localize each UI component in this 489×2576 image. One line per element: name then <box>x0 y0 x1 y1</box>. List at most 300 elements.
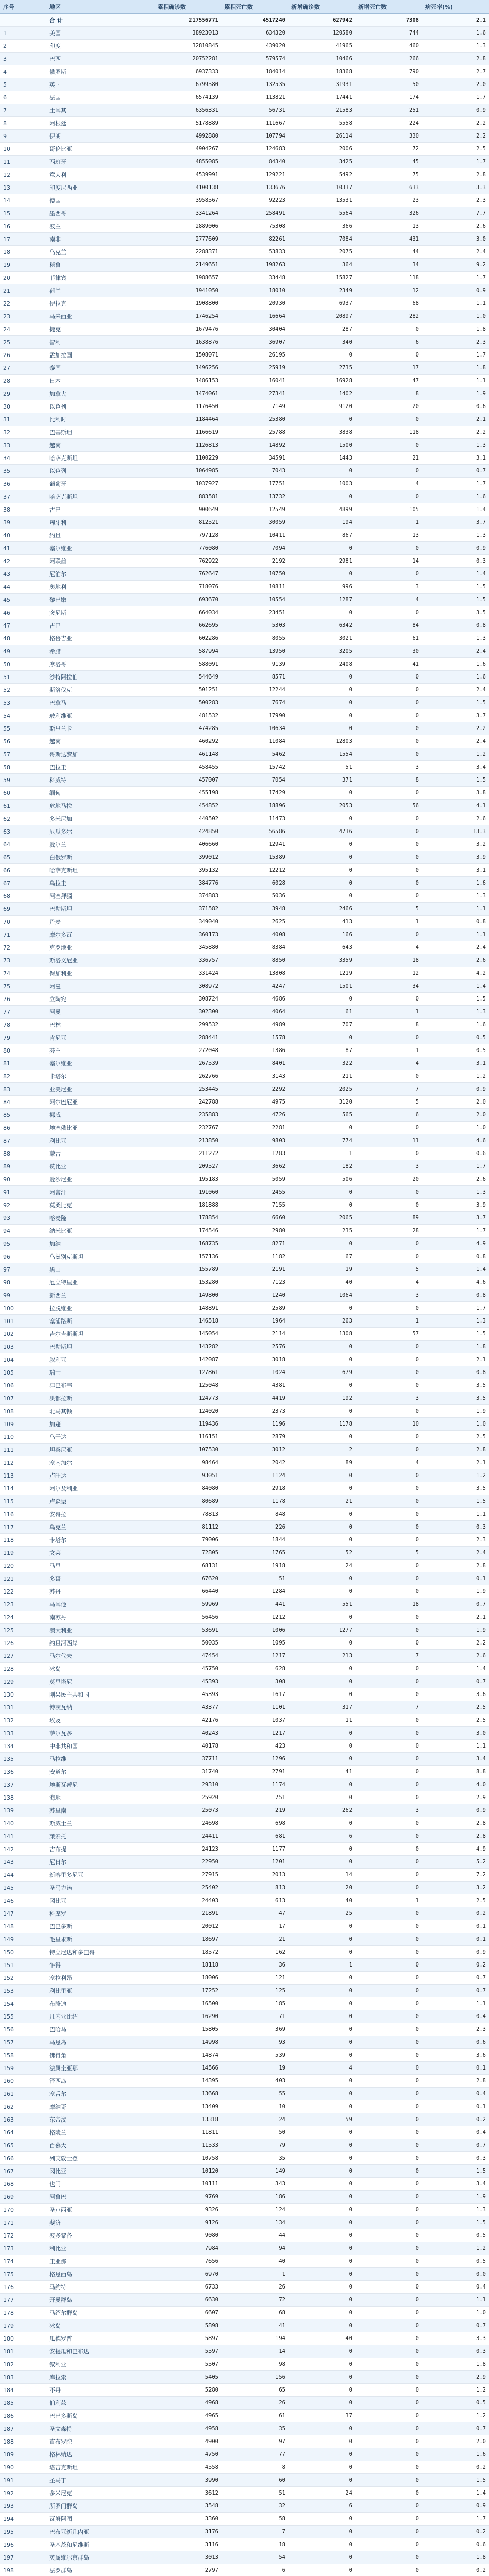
cell-new-confirmed: 1 <box>288 1959 355 1972</box>
cell-new-deaths: 89 <box>355 1212 422 1225</box>
cell-cumulative-deaths: 2281 <box>221 1122 288 1134</box>
cell-new-confirmed: 413 <box>288 916 355 928</box>
cell-fatality-rate: 1.1 <box>422 297 489 310</box>
cell-index: 14 <box>0 194 46 207</box>
cell-new-confirmed: 0 <box>288 2422 355 2435</box>
cell-region: 巴哈马 <box>46 2023 154 2036</box>
cell-region: 百慕大 <box>46 2139 154 2152</box>
cell-cumulative-confirmed: 371582 <box>154 903 221 916</box>
cell-new-confirmed: 0 <box>288 2023 355 2036</box>
header-new-deaths: 新增死亡数 <box>355 0 422 14</box>
cell-cumulative-confirmed: 481532 <box>154 709 221 722</box>
cell-new-deaths: 4 <box>355 1456 422 1469</box>
cell-cumulative-deaths: 1178 <box>221 1495 288 1508</box>
cell-region: 直布罗陀 <box>46 2435 154 2448</box>
cell-cumulative-confirmed: 458455 <box>154 761 221 774</box>
cell-new-deaths: 0 <box>355 812 422 825</box>
cell-new-deaths: 0 <box>355 1933 422 1946</box>
cell-index: 104 <box>0 1353 46 1366</box>
cell-fatality-rate: 2.6 <box>422 812 489 825</box>
cell-fatality-rate: 1.4 <box>422 980 489 993</box>
cell-index: 191 <box>0 2474 46 2487</box>
cell-new-confirmed: 5558 <box>288 117 355 130</box>
cell-cumulative-deaths: 3018 <box>221 1353 288 1366</box>
cell-index: 123 <box>0 1598 46 1611</box>
table-row <box>0 2538 489 2551</box>
cell-new-deaths: 0 <box>355 1431 422 1444</box>
cell-cumulative-confirmed: 812521 <box>154 516 221 529</box>
cell-cumulative-confirmed: 900649 <box>154 503 221 516</box>
cell-new-deaths: 0 <box>355 1341 422 1353</box>
cell-fatality-rate: 1.5 <box>422 993 489 1006</box>
table-row <box>0 259 489 272</box>
cell-cumulative-confirmed: 3116 <box>154 2538 221 2551</box>
cell-cumulative-confirmed: 107530 <box>154 1444 221 1456</box>
cell-new-deaths: 0 <box>355 2178 422 2191</box>
cell-new-confirmed: 11 <box>288 1714 355 1727</box>
cell-new-deaths: 0 <box>355 851 422 864</box>
table-row <box>0 1392 489 1405</box>
cell-new-deaths: 0 <box>355 1830 422 1843</box>
table-row <box>0 2513 489 2526</box>
cell-region: 东帝汶 <box>46 2113 154 2126</box>
cell-cumulative-deaths: 10811 <box>221 581 288 594</box>
cell-fatality-rate: 1.2 <box>422 2410 489 2422</box>
cell-new-deaths: 0 <box>355 1405 422 1418</box>
cell-new-deaths: 0 <box>355 2564 422 2576</box>
cell-cumulative-confirmed: 6970 <box>154 2268 221 2281</box>
cell-region: 巴布亚新几内亚 <box>46 2526 154 2538</box>
cell-index: 72 <box>0 941 46 954</box>
table-row <box>0 220 489 233</box>
cell-new-deaths: 0 <box>355 1985 422 1997</box>
table-row <box>0 967 489 980</box>
cell-cumulative-deaths: 58 <box>221 2513 288 2526</box>
cell-index: 173 <box>0 2242 46 2255</box>
cell-new-deaths: 266 <box>355 53 422 65</box>
table-row <box>0 2036 489 2049</box>
cell-region: 希腊 <box>46 645 154 658</box>
cell-cumulative-confirmed: 544649 <box>154 671 221 684</box>
cell-cumulative-confirmed: 21891 <box>154 1907 221 1920</box>
table-row <box>0 529 489 542</box>
cell-cumulative-confirmed: 18006 <box>154 1972 221 1985</box>
cell-region: 圣文森特 <box>46 2422 154 2435</box>
cell-cumulative-deaths: 423 <box>221 1740 288 1753</box>
cell-new-deaths: 118 <box>355 426 422 439</box>
cell-new-confirmed: 211 <box>288 1070 355 1083</box>
table-row <box>0 2461 489 2474</box>
cell-new-deaths: 0 <box>355 413 422 426</box>
cell-index: 118 <box>0 1534 46 1547</box>
cell-cumulative-deaths: 30404 <box>221 323 288 336</box>
cell-index: 5 <box>0 78 46 91</box>
cell-region: 厄立特里亚 <box>46 1276 154 1289</box>
cell-fatality-rate: 0.2 <box>422 1959 489 1972</box>
cell-cumulative-deaths: 7094 <box>221 542 288 555</box>
cell-cumulative-deaths: 16664 <box>221 310 288 323</box>
cell-cumulative-confirmed: 299532 <box>154 1019 221 1031</box>
cell-index: 54 <box>0 709 46 722</box>
cell-index: 188 <box>0 2435 46 2448</box>
cell-fatality-rate: 0.1 <box>422 1920 489 1933</box>
cell-fatality-rate: 7.2 <box>422 1869 489 1882</box>
cell-region: 莱索托 <box>46 1830 154 1843</box>
cell-cumulative-deaths: 4989 <box>221 1019 288 1031</box>
cell-new-deaths: 0 <box>355 1534 422 1547</box>
cell-index: 196 <box>0 2538 46 2551</box>
cell-region: 哥伦比亚 <box>46 143 154 156</box>
cell-new-deaths: 0 <box>355 697 422 709</box>
cell-new-deaths: 4 <box>355 594 422 606</box>
cell-fatality-rate: 0.9 <box>422 542 489 555</box>
cell-new-deaths: 0 <box>355 2139 422 2152</box>
cell-cumulative-confirmed: 272048 <box>154 1044 221 1057</box>
cell-new-deaths: 4 <box>355 1276 422 1289</box>
cell-fatality-rate: 3.7 <box>422 1212 489 1225</box>
cell-fatality-rate: 3.5 <box>422 606 489 619</box>
cell-fatality-rate: 0.2 <box>422 2113 489 2126</box>
cell-cumulative-confirmed: 18118 <box>154 1959 221 1972</box>
cell-cumulative-confirmed: 4968 <box>154 2397 221 2410</box>
cell-cumulative-deaths: 2879 <box>221 1431 288 1444</box>
cell-new-deaths: 0 <box>355 2422 422 2435</box>
cell-new-deaths: 3 <box>355 761 422 774</box>
cell-index: 46 <box>0 606 46 619</box>
cell-region: 利比亚 <box>46 1134 154 1147</box>
cell-new-confirmed: 41 <box>288 1766 355 1778</box>
cell-new-confirmed: 0 <box>288 1997 355 2010</box>
cell-cumulative-confirmed: 78813 <box>154 1508 221 1521</box>
cell-fatality-rate: 1.1 <box>422 1997 489 2010</box>
cell-cumulative-confirmed: 374883 <box>154 890 221 903</box>
cell-cumulative-confirmed: 67620 <box>154 1572 221 1585</box>
cell-cumulative-confirmed: 4750 <box>154 2448 221 2461</box>
cell-region: 印度 <box>46 40 154 53</box>
cell-fatality-rate: 0.5 <box>422 2229 489 2242</box>
cell-cumulative-confirmed: 93051 <box>154 1469 221 1482</box>
cell-new-deaths: 0 <box>355 2384 422 2397</box>
table-row <box>0 735 489 748</box>
cell-cumulative-confirmed: 178854 <box>154 1212 221 1225</box>
cell-fatality-rate: 2.5 <box>422 1714 489 1727</box>
cell-index: 33 <box>0 439 46 452</box>
cell-cumulative-deaths: 12212 <box>221 864 288 877</box>
cell-index: 81 <box>0 1057 46 1070</box>
cell-cumulative-deaths: 133676 <box>221 181 288 194</box>
cell-fatality-rate: 2.1 <box>422 413 489 426</box>
cell-new-confirmed: 1178 <box>288 1418 355 1431</box>
cell-new-deaths: 3 <box>355 581 422 594</box>
cell-index: 22 <box>0 297 46 310</box>
table-row <box>0 1006 489 1019</box>
table-row <box>0 2191 489 2204</box>
cell-new-deaths: 0 <box>355 864 422 877</box>
cell-index: 25 <box>0 336 46 349</box>
cell-new-confirmed: 0 <box>288 1688 355 1701</box>
cell-new-deaths: 0 <box>355 2100 422 2113</box>
table-row <box>0 2113 489 2126</box>
cell-cumulative-confirmed: 116151 <box>154 1431 221 1444</box>
cell-new-confirmed: 9120 <box>288 400 355 413</box>
cell-cumulative-confirmed: 3341264 <box>154 207 221 220</box>
cell-cumulative-confirmed: 602286 <box>154 632 221 645</box>
cell-cumulative-deaths: 8055 <box>221 632 288 645</box>
cell-fatality-rate: 1.7 <box>422 91 489 104</box>
cell-fatality-rate: 2.3 <box>422 2023 489 2036</box>
table-row <box>0 117 489 130</box>
table-row <box>0 104 489 117</box>
cell-region: 保加利亚 <box>46 967 154 980</box>
cell-index: 41 <box>0 542 46 555</box>
cell-index: 7 <box>0 104 46 117</box>
cell-region: 阿鲁巴 <box>46 2191 154 2204</box>
cell-cumulative-confirmed: 14395 <box>154 2075 221 2088</box>
cell-index: 198 <box>0 2564 46 2576</box>
cell-index: 197 <box>0 2551 46 2564</box>
table-row <box>0 671 489 684</box>
cell-index: 20 <box>0 272 46 284</box>
cell-cumulative-deaths: 2625 <box>221 916 288 928</box>
cell-index: 98 <box>0 1276 46 1289</box>
cell-fatality-rate: 0.8 <box>422 619 489 632</box>
cell-region: 秘鲁 <box>46 259 154 272</box>
table-row <box>0 1675 489 1688</box>
cell-region: 乌干达 <box>46 1431 154 1444</box>
cell-new-confirmed: 1308 <box>288 1328 355 1341</box>
table-row <box>0 272 489 284</box>
cell-new-deaths: 1 <box>355 1894 422 1907</box>
table-row <box>0 658 489 671</box>
cell-cumulative-deaths: 2589 <box>221 1302 288 1315</box>
cell-cumulative-deaths: 54 <box>221 2551 288 2564</box>
cell-new-deaths: 0 <box>355 439 422 452</box>
cell-region: 法国 <box>46 91 154 104</box>
cell-cumulative-deaths: 539 <box>221 2049 288 2062</box>
cell-cumulative-deaths: 9803 <box>221 1134 288 1147</box>
cell-fatality-rate: 0.9 <box>422 1946 489 1959</box>
cell-new-confirmed: 213 <box>288 1650 355 1663</box>
cell-index: 126 <box>0 1637 46 1650</box>
table-row <box>0 1083 489 1096</box>
cell-cumulative-deaths: 10554 <box>221 594 288 606</box>
cell-region: 乌克兰 <box>46 246 154 259</box>
table-row <box>0 1985 489 1997</box>
cell-fatality-rate: 2.6 <box>422 1173 489 1186</box>
cell-new-deaths: 0 <box>355 606 422 619</box>
table-row <box>0 812 489 825</box>
cell-index: 58 <box>0 761 46 774</box>
cell-region: 卢森堡 <box>46 1495 154 1508</box>
cell-cumulative-deaths: 124683 <box>221 143 288 156</box>
cell-region: 葡萄牙 <box>46 478 154 490</box>
cell-cumulative-confirmed: 664034 <box>154 606 221 619</box>
table-row <box>0 594 489 606</box>
cell-new-deaths: 41 <box>355 658 422 671</box>
table-row <box>0 1830 489 1843</box>
cell-index: 145 <box>0 1882 46 1894</box>
cell-cumulative-deaths: 71 <box>221 2010 288 2023</box>
cell-fatality-rate: 3.8 <box>422 787 489 800</box>
cell-new-confirmed: 366 <box>288 220 355 233</box>
cell-new-confirmed: 4899 <box>288 503 355 516</box>
cell-cumulative-confirmed: 1037927 <box>154 478 221 490</box>
cell-region: 意大利 <box>46 168 154 181</box>
cell-index: 67 <box>0 877 46 890</box>
cell-index: 63 <box>0 825 46 838</box>
cell-new-deaths: 0 <box>355 1508 422 1521</box>
cell-cumulative-confirmed: 24123 <box>154 1843 221 1856</box>
cell-region: 叙利亚 <box>46 1353 154 1366</box>
cell-region: 匈牙利 <box>46 516 154 529</box>
cell-new-deaths: 0 <box>355 1972 422 1985</box>
table-row <box>0 838 489 851</box>
cell-cumulative-deaths: 6028 <box>221 877 288 890</box>
cell-new-deaths: 0 <box>355 1070 422 1083</box>
cell-fatality-rate: 1.9 <box>422 1405 489 1418</box>
cell-fatality-rate: 2.2 <box>422 117 489 130</box>
table-row <box>0 1688 489 1701</box>
cell-cumulative-deaths: 24 <box>221 2113 288 2126</box>
table-row <box>0 954 489 967</box>
cell-cumulative-deaths: 40 <box>221 2255 288 2268</box>
cell-region: 安提瓜和巴布达 <box>46 2345 154 2358</box>
cell-cumulative-deaths: 4517240 <box>221 14 288 27</box>
cell-index: 24 <box>0 323 46 336</box>
cell-new-confirmed: 24 <box>288 2487 355 2500</box>
cell-cumulative-deaths: 34591 <box>221 452 288 465</box>
cell-index: 105 <box>0 1366 46 1379</box>
cell-index: 73 <box>0 954 46 967</box>
cell-new-deaths: 0 <box>355 2410 422 2422</box>
cell-new-deaths: 0 <box>355 2216 422 2229</box>
cell-cumulative-deaths: 93 <box>221 2036 288 2049</box>
cell-cumulative-confirmed: 42176 <box>154 1714 221 1727</box>
table-row <box>0 2345 489 2358</box>
cell-new-deaths: 0 <box>355 2397 422 2410</box>
cell-index: 124 <box>0 1611 46 1624</box>
cell-cumulative-confirmed: 3176 <box>154 2526 221 2538</box>
cell-index: 39 <box>0 516 46 529</box>
cell-index: 113 <box>0 1469 46 1482</box>
cell-region: 科威特 <box>46 774 154 787</box>
cell-region: 塞浦路斯 <box>46 1315 154 1328</box>
cell-new-deaths: 0 <box>355 787 422 800</box>
table-row <box>0 233 489 246</box>
cell-cumulative-deaths: 2191 <box>221 1263 288 1276</box>
cell-fatality-rate: 1.6 <box>422 671 489 684</box>
cell-new-deaths: 56 <box>355 800 422 812</box>
cell-fatality-rate: 3.1 <box>422 864 489 877</box>
cell-cumulative-confirmed: 4965 <box>154 2410 221 2422</box>
table-row <box>0 1598 489 1611</box>
cell-region: 马尔代夫 <box>46 1650 154 1663</box>
cell-cumulative-deaths: 226 <box>221 1521 288 1534</box>
cell-new-deaths: 1 <box>355 1044 422 1057</box>
cell-new-deaths: 0 <box>355 2075 422 2088</box>
cell-fatality-rate: 7.7 <box>422 207 489 220</box>
cell-region: 爱沙尼亚 <box>46 1173 154 1186</box>
cell-new-deaths: 790 <box>355 65 422 78</box>
table-row <box>0 362 489 375</box>
table-row <box>0 890 489 903</box>
cell-cumulative-confirmed: 13409 <box>154 2100 221 2113</box>
cell-region: 墨西哥 <box>46 207 154 220</box>
table-row <box>0 1946 489 1959</box>
cell-index: 182 <box>0 2358 46 2371</box>
cell-fatality-rate: 3.3 <box>422 2332 489 2345</box>
table-row <box>0 1418 489 1431</box>
cell-index: 40 <box>0 529 46 542</box>
cell-fatality-rate: 2.8 <box>422 1560 489 1572</box>
cell-new-deaths: 10 <box>355 1418 422 1431</box>
cell-cumulative-deaths: 7155 <box>221 1199 288 1212</box>
cell-cumulative-confirmed: 1126813 <box>154 439 221 452</box>
cell-index: 2 <box>0 40 46 53</box>
cell-index: 109 <box>0 1418 46 1431</box>
cell-fatality-rate: 0.1 <box>422 2100 489 2113</box>
table-row <box>0 1701 489 1714</box>
cell-cumulative-confirmed: 5897 <box>154 2332 221 2345</box>
cell-new-confirmed: 0 <box>288 2075 355 2088</box>
cell-cumulative-confirmed: 191060 <box>154 1186 221 1199</box>
table-row <box>0 194 489 207</box>
cell-new-deaths: 18 <box>355 1598 422 1611</box>
cell-new-deaths: 0 <box>355 1302 422 1315</box>
cell-region: 新喀里多尼亚 <box>46 1869 154 1882</box>
cell-cumulative-deaths: 1578 <box>221 1031 288 1044</box>
cell-region: 布隆迪 <box>46 1997 154 2010</box>
cell-new-deaths: 0 <box>355 2113 422 2126</box>
cell-new-confirmed: 0 <box>288 1186 355 1199</box>
cell-region: 日本 <box>46 375 154 387</box>
cell-region: 塞内加尔 <box>46 1456 154 1469</box>
cell-new-deaths: 0 <box>355 1663 422 1675</box>
cell-new-confirmed: 2408 <box>288 658 355 671</box>
cell-fatality-rate: 1.3 <box>422 529 489 542</box>
cell-new-confirmed: 26114 <box>288 130 355 143</box>
cell-fatality-rate: 1.6 <box>422 27 489 40</box>
cell-cumulative-deaths: 1212 <box>221 1611 288 1624</box>
table-row <box>0 2319 489 2332</box>
table-row <box>0 2088 489 2100</box>
cell-fatality-rate: 2.6 <box>422 954 489 967</box>
cell-fatality-rate: 1.1 <box>422 1740 489 1753</box>
cell-region: 乍得 <box>46 1959 154 1972</box>
cell-cumulative-confirmed: 662695 <box>154 619 221 632</box>
cell-cumulative-deaths: 3948 <box>221 903 288 916</box>
cell-region: 加蓬 <box>46 1418 154 1431</box>
cell-cumulative-deaths: 79 <box>221 2139 288 2152</box>
table-row <box>0 1791 489 1804</box>
cell-cumulative-confirmed: 10758 <box>154 2152 221 2165</box>
cell-new-confirmed: 0 <box>288 1946 355 1959</box>
cell-new-deaths: 0 <box>355 735 422 748</box>
cell-new-deaths: 0 <box>355 1521 422 1534</box>
cell-index: 21 <box>0 284 46 297</box>
cell-cumulative-deaths: 681 <box>221 1830 288 1843</box>
cell-new-confirmed: 643 <box>288 941 355 954</box>
cell-new-confirmed: 0 <box>288 2319 355 2332</box>
table-row <box>0 426 489 439</box>
cell-cumulative-confirmed: 145054 <box>154 1328 221 1341</box>
cell-fatality-rate: 0.8 <box>422 1250 489 1263</box>
cell-new-deaths: 0 <box>355 2307 422 2319</box>
cell-cumulative-deaths: 343 <box>221 2178 288 2191</box>
cell-region: 阿根廷 <box>46 117 154 130</box>
cell-new-deaths: 0 <box>355 2294 422 2307</box>
cell-new-confirmed: 0 <box>288 2255 355 2268</box>
